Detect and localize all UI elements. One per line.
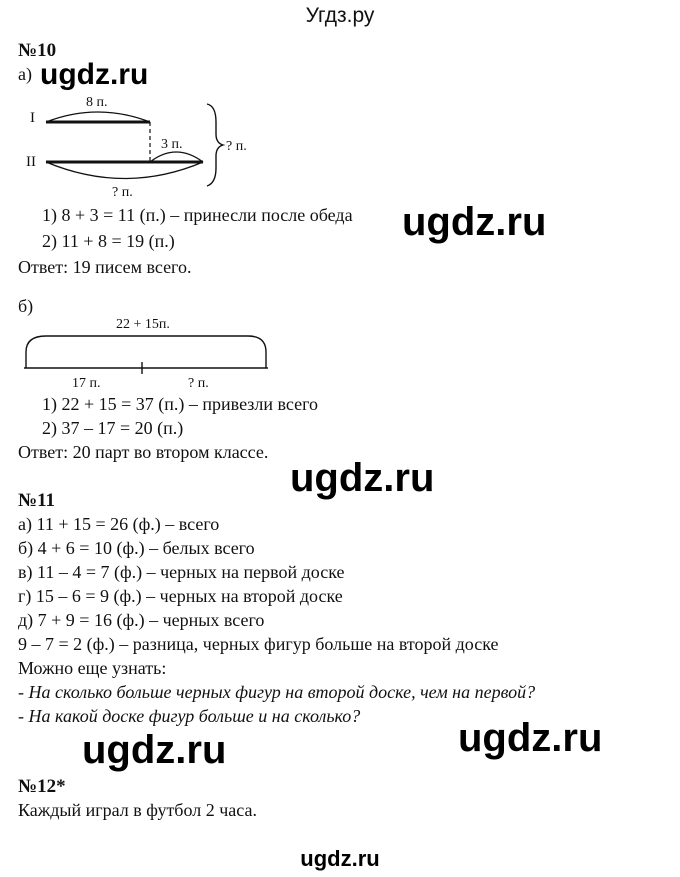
brace-right <box>207 104 223 186</box>
task-11-line: г) 15 – 6 = 9 (ф.) – черных на второй доске <box>18 586 343 606</box>
diagram-a-brace-label: ? п. <box>226 139 247 154</box>
part-a-answer: Ответ: 19 писем всего. <box>18 257 192 277</box>
part-a-label: а) <box>18 64 32 84</box>
task-12-heading: №12* <box>18 776 66 797</box>
site-title: Угдз.ру <box>305 4 375 27</box>
part-b-label: б) <box>18 296 34 316</box>
arc-row2 <box>46 162 203 179</box>
watermark: ugdz.ru <box>290 456 435 500</box>
diagram-a-row1: I <box>30 110 35 126</box>
bracket-b <box>26 336 266 368</box>
task-12-text: Каждый играл в футбол 2 часа. <box>18 800 257 820</box>
footer-watermark: ugdz.ru <box>300 846 380 871</box>
task-10-heading: №10 <box>18 40 57 61</box>
task-11-question: - На сколько больше черных фигур на второй доске, чем на первой? <box>18 682 536 702</box>
diagram-a-row2: II <box>26 154 36 170</box>
watermark: ugdz.ru <box>402 200 547 244</box>
watermark: ugdz.ru <box>458 716 603 760</box>
task-11-heading: №11 <box>18 490 56 511</box>
part-b-answer: Ответ: 20 парт во втором классе. <box>18 442 269 462</box>
diagram-a-top-label: 8 п. <box>86 95 108 110</box>
task-11-line: д) 7 + 9 = 16 (ф.) – черных всего <box>18 610 265 630</box>
diagram-a-extra-label: 3 п. <box>161 137 183 152</box>
diagram-b-right-label: ? п. <box>188 376 209 391</box>
watermark: ugdz.ru <box>82 728 227 772</box>
part-a-step1: 1) 8 + 3 = 11 (п.) – принесли после обеда <box>42 205 353 225</box>
part-b-step2: 2) 37 – 17 = 20 (п.) <box>42 418 184 438</box>
task-11-question: - На какой доске фигур больше и на сколько? <box>18 706 361 726</box>
task-11-line: в) 11 – 4 = 7 (ф.) – черных на первой доске <box>18 562 345 582</box>
task-11-line: Можно еще узнать: <box>18 658 167 678</box>
diagram-a-bottom-label: ? п. <box>112 185 133 200</box>
watermark: ugdz.ru <box>40 58 149 91</box>
part-a-step2: 2) 11 + 8 = 19 (п.) <box>42 231 175 251</box>
task-11-line: б) 4 + 6 = 10 (ф.) – белых всего <box>18 538 255 558</box>
diagram-b-top-label: 22 + 15п. <box>116 317 170 332</box>
task-11-line: а) 11 + 15 = 26 (ф.) – всего <box>18 514 220 534</box>
task-11-line: 9 – 7 = 2 (ф.) – разница, черных фигур больше на второй доске <box>18 634 499 654</box>
diagram-b-left-label: 17 п. <box>72 376 101 391</box>
part-b-step1: 1) 22 + 15 = 37 (п.) – привезли всего <box>42 394 319 414</box>
